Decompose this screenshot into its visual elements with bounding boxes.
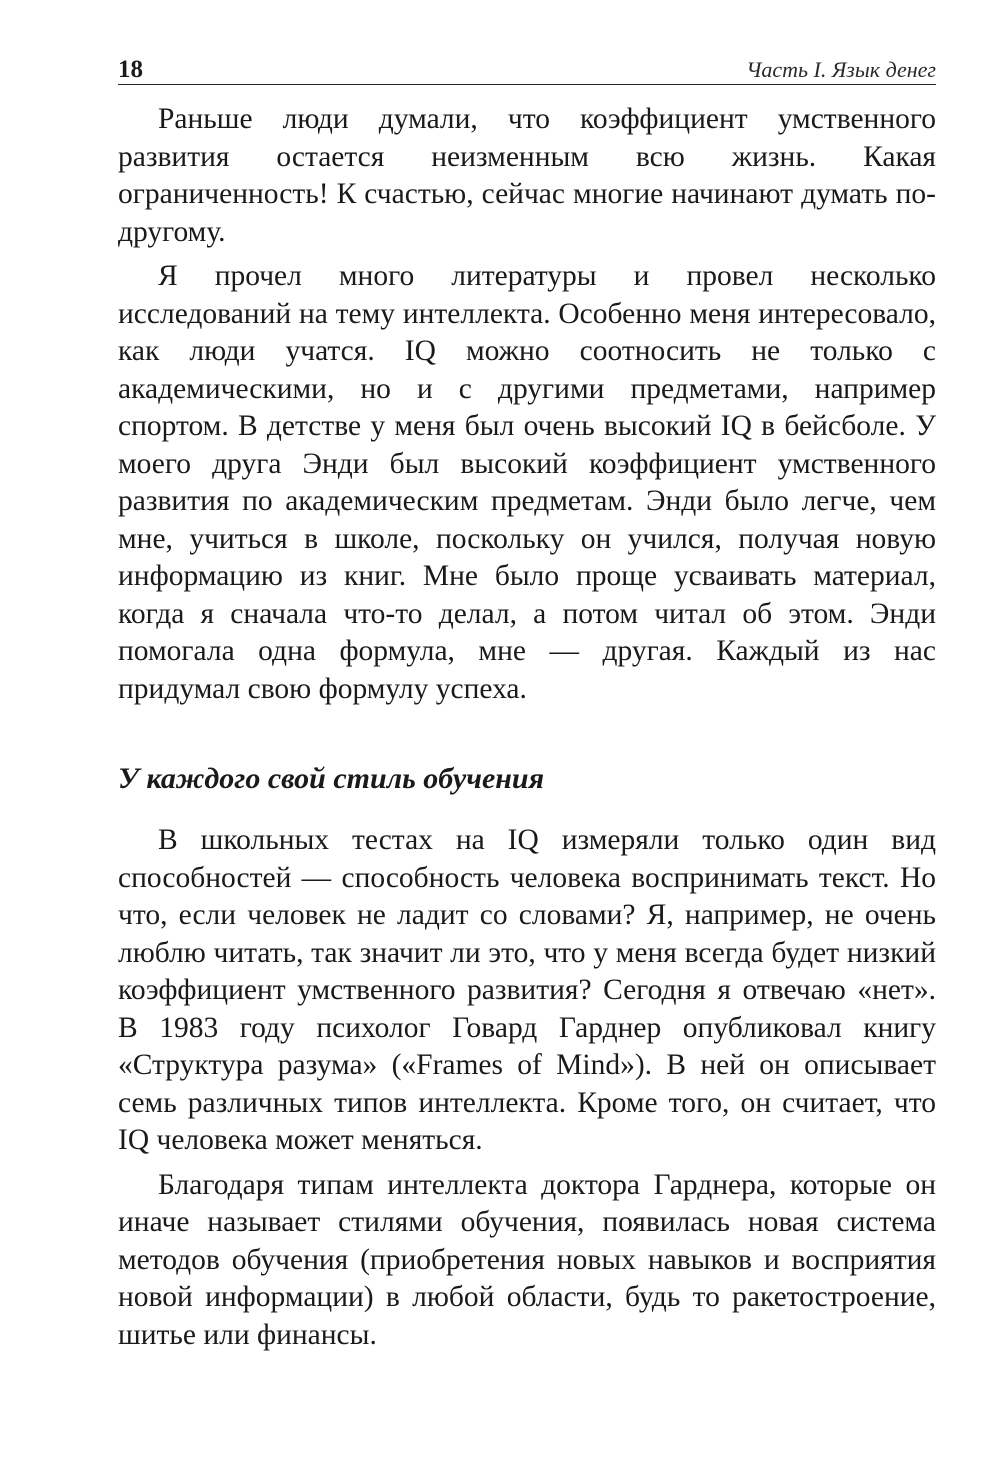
body-text (118, 101, 936, 1354)
paragraph: Благодаря типам интеллекта доктора Гарднера, которые он иначе называет стилями обучения, появилась новая система методов обучения (приобретения новых навыков и восприятия новой информации) в любой области, будь то ракетостроение, шитье или финансы. (118, 1168, 936, 1351)
running-header (118, 46, 936, 85)
paragraph: Раньше люди думали, что коэффициент умственного развития остается неизменным всю жизнь. Какая ограниченность! К счастью, сейчас многие начинают думать по-другому. (118, 103, 936, 248)
book-page (118, 46, 936, 1361)
page-number: 18 (118, 56, 143, 83)
chapter-title: Часть I. Язык денег (746, 57, 936, 82)
paragraph: В школьных тестах на IQ измеряли только один вид способностей — способность человека воспринимать текст. Но что, если человек не ладит со словами? Я, например, не очень люблю читать, так значит ли это, что у меня всегда будет низкий коэффициент умственного развития? Сегодня я отвечаю «нет». В 1983 году психолог Говард Гарднер опубликовал книгу «Структура разума» («Frames of Mind»). В ней он описывает семь различных типов интеллекта. Кроме того, он считает, что IQ человека может меняться. (118, 824, 936, 1156)
paragraph: Я прочел много литературы и провел несколько исследований на тему интеллекта. Особенно меня интересовало, как люди учатся. IQ можно соотносить не только с академическими, но и с другими предметами, например спортом. В детстве у меня был очень высокий IQ в бейсболе. У моего друга Энди был высокий коэффициент умственного развития по академическим предметам. Энди было легче, чем мне, учиться в школе, поскольку он учился, получая новую информацию из книг. Мне было проще усваивать материал, когда я сначала что-то делал, а потом читал об этом. Энди помогала одна формула, мне — другая. Каждый из нас придумал свою формулу успеха. (118, 260, 936, 705)
section-heading: У каждого свой стиль обучения (118, 762, 545, 795)
